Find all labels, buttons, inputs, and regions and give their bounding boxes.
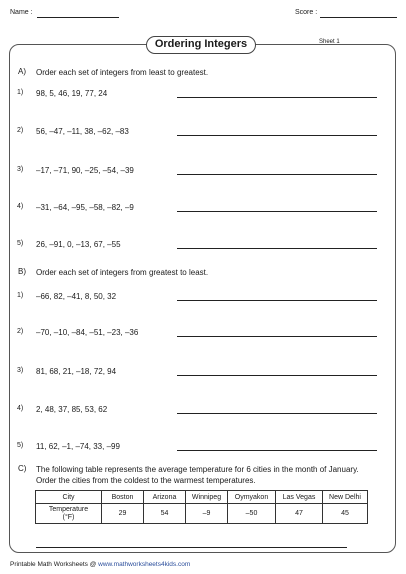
city-cell: Winnipeg <box>186 491 228 504</box>
question-number: 4) <box>17 203 24 210</box>
integer-set: 26, –91, 0, –13, 67, –55 <box>36 240 121 249</box>
answer-line-b5[interactable] <box>177 450 377 451</box>
question-number: 2) <box>17 127 24 134</box>
answer-line-a2[interactable] <box>177 135 377 136</box>
integer-set: –17, –71, 90, –25, –54, –39 <box>36 166 134 175</box>
question-number: 4) <box>17 405 24 412</box>
integer-set: –31, –64, –95, –58, –82, –9 <box>36 203 134 212</box>
footer-url-link[interactable]: www.mathworksheets4kids.com <box>98 561 191 568</box>
answer-line-a1[interactable] <box>177 97 377 98</box>
footer-prefix: Printable Math Worksheets @ <box>10 561 99 568</box>
question-number: 3) <box>17 367 24 374</box>
answer-line-a4[interactable] <box>177 211 377 212</box>
score-field-line[interactable] <box>320 17 397 18</box>
answer-line-a3[interactable] <box>177 174 377 175</box>
temperature-cell: 47 <box>276 504 323 524</box>
city-cell: Arizona <box>144 491 186 504</box>
integer-set: 11, 62, –1, –74, 33, –99 <box>36 442 120 451</box>
question-number: 1) <box>17 89 24 96</box>
section-b-letter: B) <box>18 267 26 276</box>
question-number: 2) <box>17 328 24 335</box>
section-c-letter: C) <box>18 464 27 473</box>
answer-line-a5[interactable] <box>177 248 377 249</box>
city-row <box>36 491 368 504</box>
integer-set: 81, 68, 21, –18, 72, 94 <box>36 367 117 376</box>
footer <box>10 561 190 568</box>
temperature-cell: –50 <box>228 504 276 524</box>
city-cell: New Delhi <box>323 491 368 504</box>
temperature-cell: 45 <box>323 504 368 524</box>
temperature-unit: (°F) <box>62 513 75 521</box>
integer-set: 98, 5, 46, 19, 77, 24 <box>36 89 108 98</box>
question-number: 5) <box>17 240 24 247</box>
sheet-label: Sheet 1 <box>319 39 340 45</box>
section-b-instruction: Order each set of integers from greatest to least. <box>36 268 209 277</box>
integer-set: –66, 82, –41, 8, 50, 32 <box>36 292 117 301</box>
table-header-temperature <box>36 504 102 524</box>
integer-set: 2, 48, 37, 85, 53, 62 <box>36 405 108 414</box>
answer-line-b4[interactable] <box>177 413 377 414</box>
section-a-letter: A) <box>18 67 26 76</box>
temperature-label: Temperature <box>48 505 89 513</box>
temperature-cell: 29 <box>102 504 144 524</box>
name-label: Name : <box>10 9 33 16</box>
name-field-line[interactable] <box>37 17 119 18</box>
answer-line-b3[interactable] <box>177 375 377 376</box>
question-number: 3) <box>17 166 24 173</box>
table-header-city: City <box>36 491 102 504</box>
temperature-row <box>36 504 368 524</box>
temperature-cell: –9 <box>186 504 228 524</box>
section-a-instruction: Order each set of integers from least to greatest. <box>36 68 209 77</box>
integer-set: –70, –10, –84, –51, –23, –36 <box>36 328 139 337</box>
city-cell: Boston <box>102 491 144 504</box>
question-number: 5) <box>17 442 24 449</box>
question-number: 1) <box>17 292 24 299</box>
temperature-table <box>35 490 368 524</box>
integer-set: 56, –47, –11, 38, –62, –83 <box>36 127 129 136</box>
answer-line-b1[interactable] <box>177 300 377 301</box>
answer-line-b2[interactable] <box>177 336 377 337</box>
temperature-cell: 54 <box>144 504 186 524</box>
score-label: Score : <box>295 9 318 16</box>
answer-line-c[interactable] <box>36 547 347 548</box>
city-cell: Oymyakon <box>228 491 276 504</box>
worksheet-title: Ordering Integers <box>146 36 256 54</box>
city-cell: Las Vegas <box>276 491 323 504</box>
section-c-instruction: The following table represents the average temperature for 6 cities in the month of January. Order the cities from the coldest to the warmest temperatures. <box>36 465 359 485</box>
